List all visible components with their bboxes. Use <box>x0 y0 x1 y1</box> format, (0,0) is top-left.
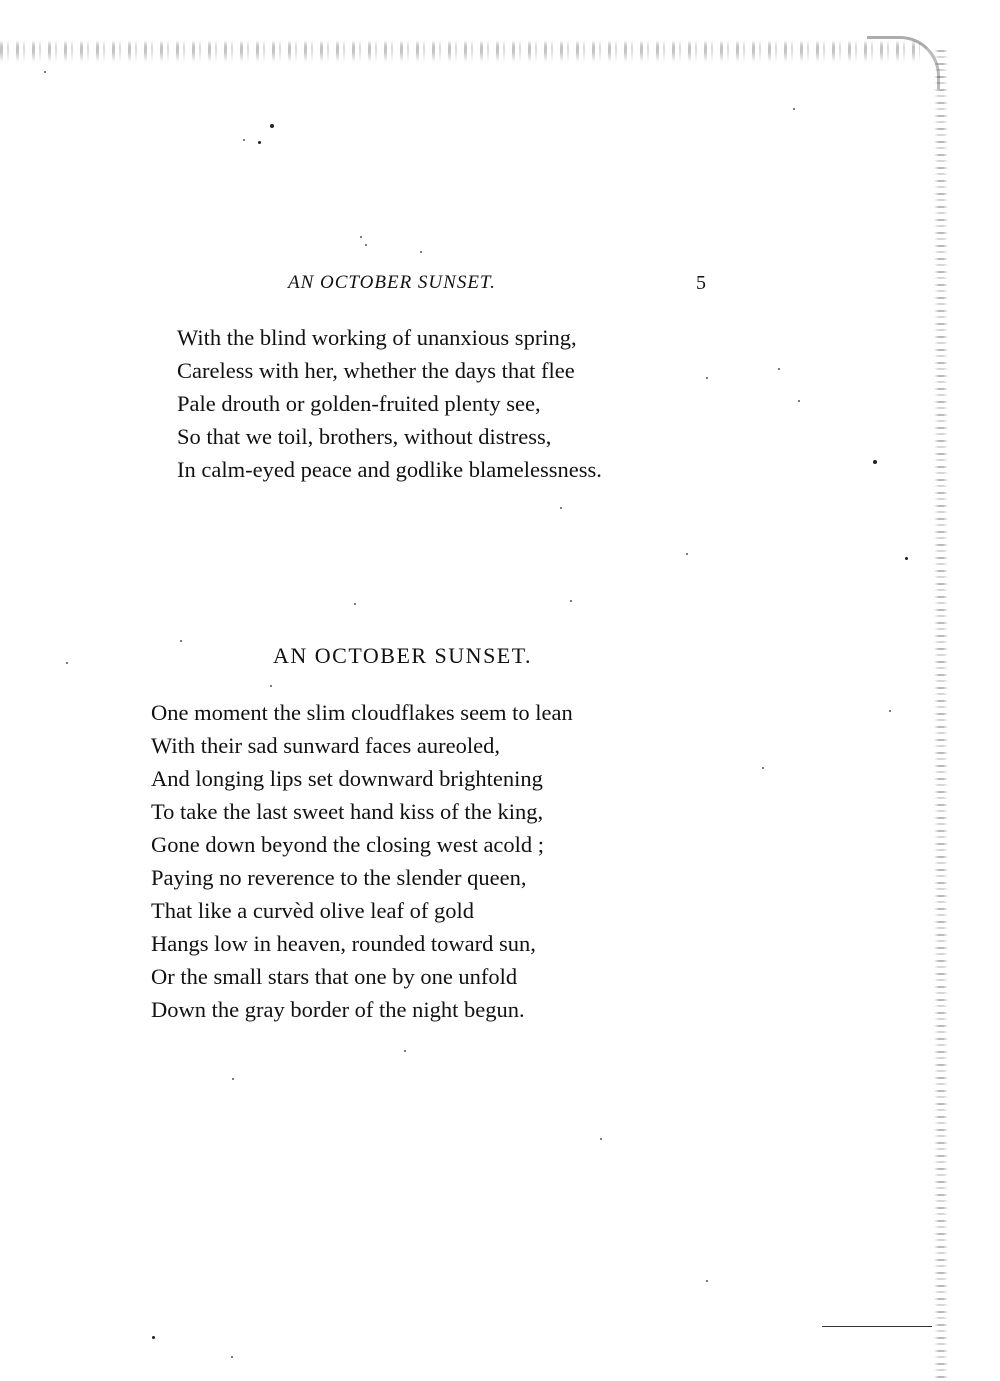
poem-line: Hangs low in heaven, rounded toward sun, <box>151 931 536 956</box>
poem-line: In calm-eyed peace and godlike blamelessness. <box>177 457 602 482</box>
scan-page-corner <box>867 36 940 89</box>
scan-edge-right <box>934 50 948 1380</box>
speck <box>889 710 891 712</box>
poem-line: With their sad sunward faces aureoled, <box>151 733 500 758</box>
poem-line: Pale drouth or golden-fruited plenty see, <box>177 391 541 416</box>
speck <box>44 71 46 73</box>
poem-line: That like a curvèd olive leaf of gold <box>151 898 474 923</box>
speck <box>243 139 245 141</box>
poem-line: To take the last sweet hand kiss of the king, <box>151 799 544 824</box>
running-head-title: AN OCTOBER SUNSET. <box>288 272 496 293</box>
speck <box>231 1356 233 1358</box>
speck <box>360 236 362 238</box>
speck <box>706 1280 708 1282</box>
speck <box>66 662 68 664</box>
poem-line: And longing lips set downward brightening <box>151 766 543 791</box>
speck <box>778 368 780 370</box>
speck <box>420 251 422 253</box>
poem-line: Down the gray border of the night begun. <box>151 997 525 1022</box>
speck <box>905 557 908 560</box>
speck <box>762 767 764 769</box>
poem-line: So that we toil, brothers, without distress, <box>177 424 552 449</box>
poem-line: Paying no reverence to the slender queen, <box>151 865 527 890</box>
speck <box>686 553 688 555</box>
speck <box>258 141 261 144</box>
scan-edge-top <box>0 40 920 62</box>
speck <box>152 1336 155 1339</box>
speck <box>798 400 800 402</box>
speck <box>706 377 708 379</box>
speck <box>270 124 274 128</box>
page-number: 5 <box>696 272 706 294</box>
poem-body <box>151 696 573 1026</box>
speck <box>180 640 182 642</box>
speck <box>873 460 877 464</box>
speck <box>354 603 356 605</box>
poem-line: Careless with her, whether the days that flee <box>177 358 575 383</box>
poem-line: With the blind working of unanxious spring, <box>177 325 577 350</box>
speck <box>570 600 572 602</box>
speck <box>365 244 367 246</box>
poem-line: Or the small stars that one by one unfold <box>151 964 518 989</box>
poem-title: AN OCTOBER SUNSET. <box>273 643 533 668</box>
speck <box>560 507 562 509</box>
speck <box>270 685 272 687</box>
previous-poem-ending <box>177 321 602 486</box>
speck <box>793 108 795 110</box>
poem-line: Gone down beyond the closing west acold ; <box>151 832 545 857</box>
scan-bottom-rule <box>822 1326 932 1327</box>
running-head <box>288 272 728 300</box>
speck <box>404 1050 406 1052</box>
poem-line: One moment the slim cloudflakes seem to lean <box>151 700 573 725</box>
speck <box>600 1138 602 1140</box>
speck <box>232 1078 234 1080</box>
